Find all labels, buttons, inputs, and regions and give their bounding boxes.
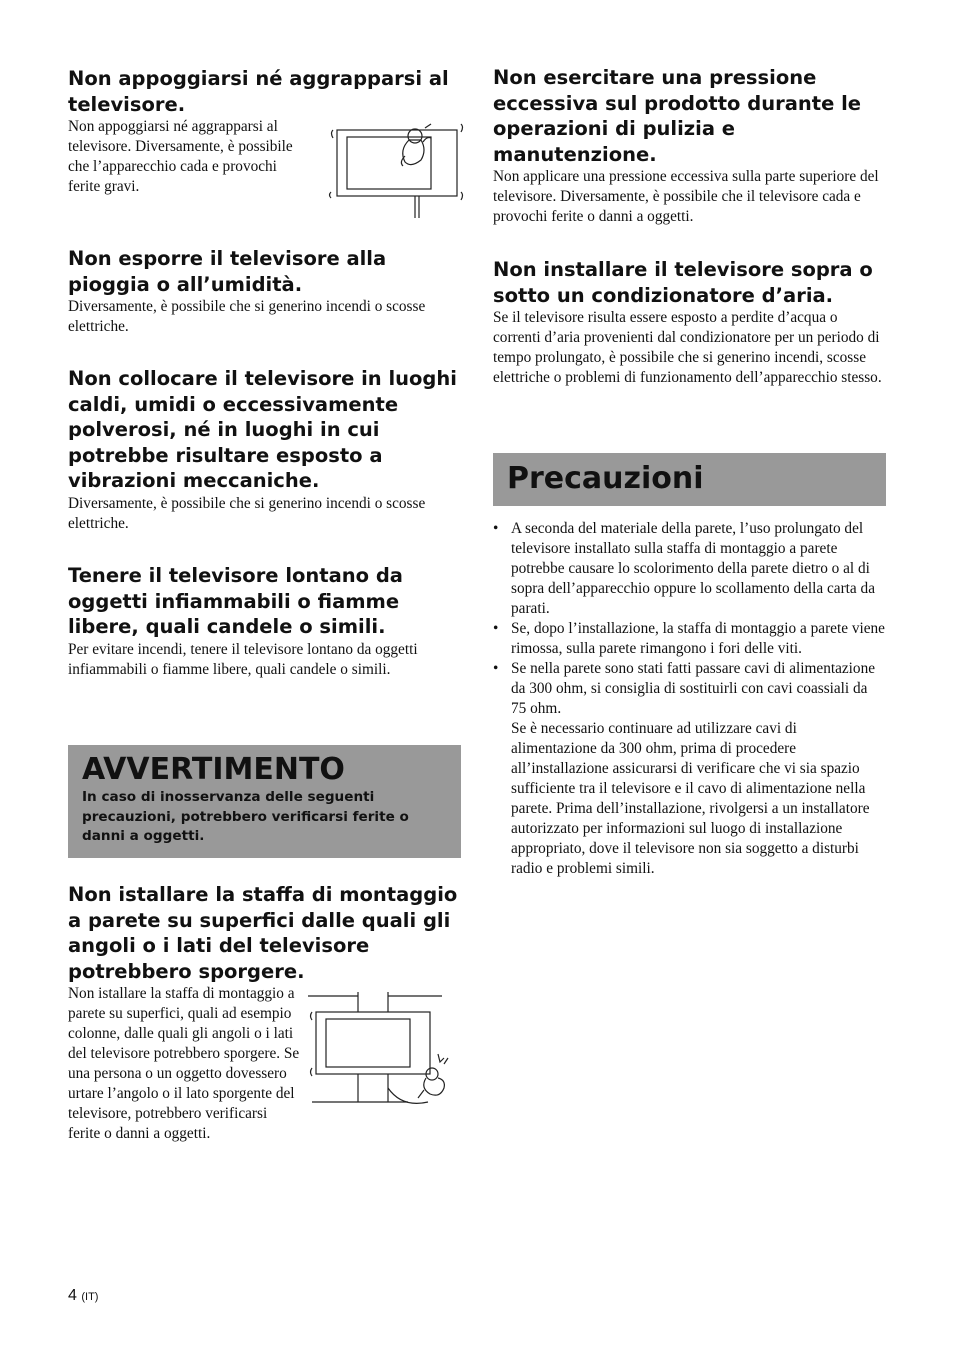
section-heading: Tenere il televisore lontano da oggetti infiammabili o fiamme libere, quali candele o simili. [68,564,403,638]
warning-title: AVVERTIMENTO [82,752,345,787]
section-heading: Non installare il televisore sopra o sotto un condizionatore d’aria. [493,258,873,307]
section-body: Se il televisore risulta essere esposto a perdite d’acqua o correnti d’aria provenienti dal condizionatore per un periodo di tempo prolungato, è possibile che si generino incendi, scosse elettriche o problemi di funzionamento dell’apparecchio stesso. [493,309,882,386]
section-heading: Non appoggiarsi né aggrapparsi al televisore. [68,67,449,116]
precautions-list [493,519,886,879]
tv-leaning-illustration [327,120,465,220]
page-number [68,1287,98,1305]
warning-banner [68,745,461,858]
list-item-continuation: Se è necessario continuare ad utilizzare cavi di alimentazione da 300 ohm, prima di procedere all’installazione assicurarsi di verificare che vi sia spazio sufficiente tra il televisore e il cavo di alimentazione nella parete. Prima dell’installazione, rivolgersi a un installatore autorizzato per informazioni sul luogo di installazione appropriato, dove il televisore non sia soggetto a disturbi radio e problemi simili. [511,720,870,877]
section-flames [68,563,461,680]
section-body: Per evitare incendi, tenere il televisore lontano da oggetti infiammabili o fiamme libere, quali candele o simili. [68,640,418,678]
section-air-conditioner [493,257,886,388]
section-heading: Non istallare la staffa di montaggio a parete su superfici dalle quali gli angoli o i lati del televisore potrebbero sporgere. [68,883,458,983]
page-number-value: 4 [68,1287,77,1304]
precautions-title: Precauzioni [507,461,704,496]
section-pressure [493,65,886,227]
precautions-list-wrap [493,519,886,879]
section-no-hot-places [68,366,461,534]
list-item: • A seconda del materiale della parete, l’uso prolungato del televisore installato sulla staffa di montaggio a parete potrebbe causare lo scolorimento della parete dietro o al di sopra dell’apparecchio oppure lo scollamento della carta da parati. [493,519,886,619]
section-body: Non applicare una pressione eccessiva sulla parte superiore del televisore. Diversamente, è possibile che il televisore cada e provochi ferite o danni a oggetti. [493,168,879,225]
section-heading: Non esporre il televisore alla pioggia o all’umidità. [68,247,387,296]
section-body: Diversamente, è possibile che si generino incendi o scosse elettriche. [68,494,426,532]
section-body: Non istallare la staffa di montaggio a parete su superfici, quali ad esempio colonne, dalle quali gli angoli o i lati del televisore potrebbero sporgere. Se una persona o un oggetto dovessero urtare l’angolo o il lato sporgente del televisore, potrebbero verificarsi ferite o danni a oggetti. [68,985,300,1142]
section-no-rain [68,246,461,337]
list-item: • Se nella parete sono stati fatti passare cavi di alimentazione da 300 ohm, si consiglia di sostituirli con cavi coassiali da 75 ohm. [493,659,886,719]
section-heading: Non collocare il televisore in luoghi caldi, umidi o eccessivamente polverosi, né in luoghi in cui potrebbe risultare esposto a vibrazioni meccaniche. [68,367,457,492]
precautions-banner [493,453,886,506]
section-heading: Non esercitare una pressione eccessiva sul prodotto durante le operazioni di pulizia e manutenzione. [493,66,861,166]
warning-subtitle: In caso di inosservanza delle seguenti precauzioni, potrebbero verificarsi ferite o danni a oggetti. [82,789,409,844]
page-lang: (IT) [81,1291,99,1303]
section-body: Non appoggiarsi né aggrapparsi al televisore. Diversamente, è possibile che l’apparecchio cada e provochi ferite gravi. [68,118,293,195]
wall-mount-illustration [308,992,462,1114]
section-body: Diversamente, è possibile che si generino incendi o scosse elettriche. [68,298,426,335]
list-item: • Se, dopo l’installazione, la staffa di montaggio a parete viene rimossa, sulla parete rimangono i fori delle viti. [493,619,886,659]
